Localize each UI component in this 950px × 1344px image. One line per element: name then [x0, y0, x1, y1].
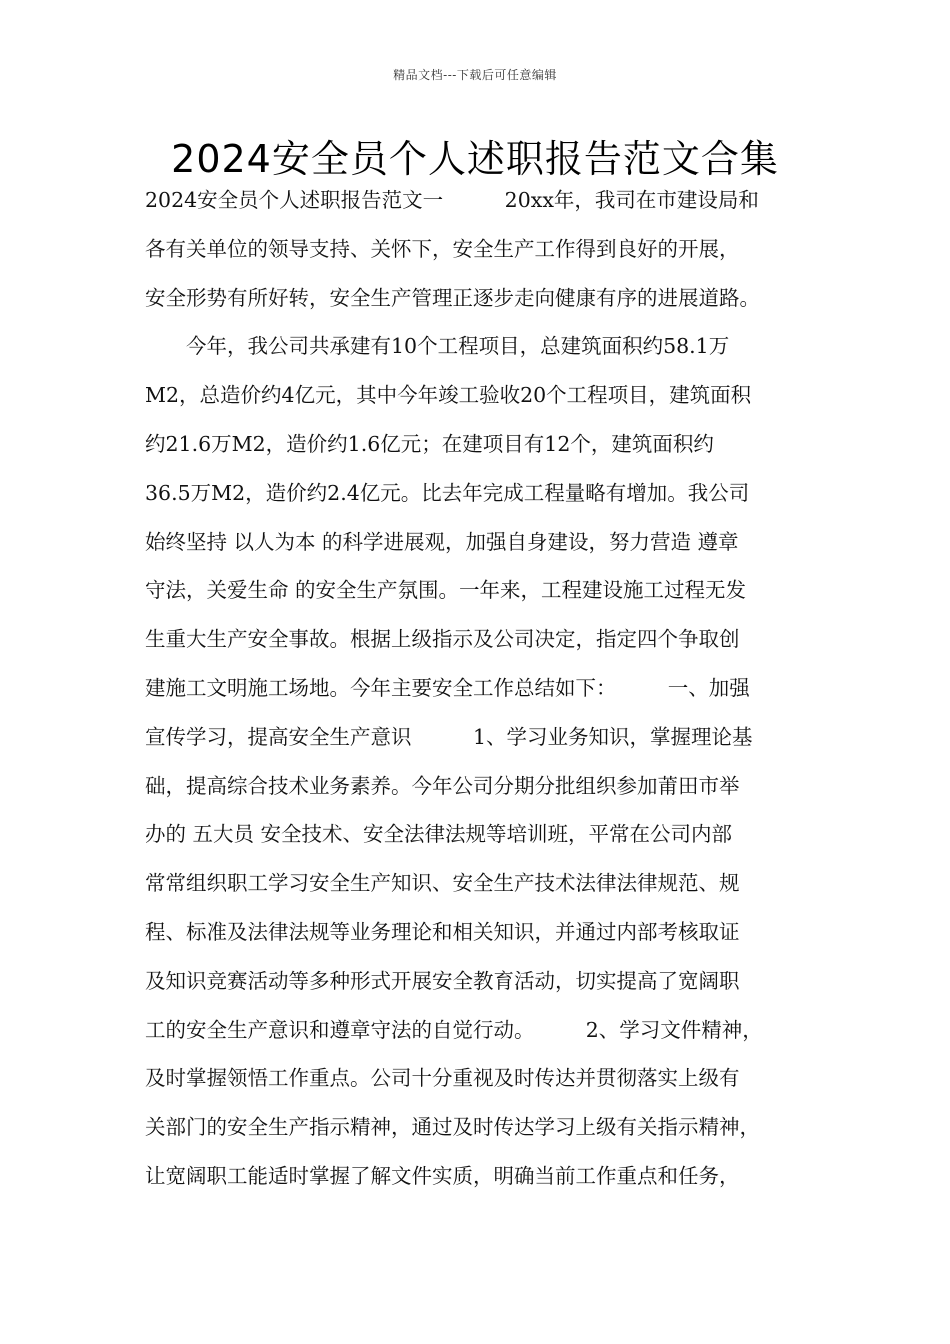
text-line: 今年，我公司共承建有10个工程项目，总建筑面积约58.1万: [145, 334, 730, 359]
text-line: 各有关单位的领导支持、关怀下，安全生产工作得到良好的开展，: [145, 236, 740, 261]
text-line: 约21.6万M2，造价约1.6亿元；在建项目有12个，建筑面积约: [145, 431, 714, 456]
text-line: 常常组织职工学习安全生产知识、安全生产技术法律法律规范、规: [145, 871, 740, 896]
text-line: 程、标准及法律法规等业务理论和相关知识，并通过内部考核取证: [145, 919, 740, 944]
text-line: 让宽阔职工能适时掌握了解文件实质，明确当前工作重点和任务，: [145, 1163, 740, 1188]
text-line: 36.5万M2，造价约2.4亿元。比去年完成工程量略有增加。我公司: [145, 480, 750, 505]
text-line: 办的 五大员 安全技术、安全法律法规等培训班，平常在公司内部: [145, 822, 733, 847]
text-line: M2，总造价约4亿元，其中今年竣工验收20个工程项目，建筑面积: [145, 383, 752, 408]
text-line: 生重大生产安全事故。根据上级指示及公司决定，指定四个争取创: [145, 627, 740, 652]
text-line: 安全形势有所好转，安全生产管理正逐步走向健康有序的进展道路。: [145, 285, 760, 310]
text-line: 2024安全员个人述职报告范文一 20xx年，我司在市建设局和: [145, 188, 759, 212]
header-note: 精品文档---下载后可任意编辑: [393, 68, 557, 82]
text-line: 及知识竞赛活动等多种形式开展安全教育活动，切实提高了宽阔职: [145, 968, 740, 993]
text-line: 始终坚持 以人为本 的科学进展观，加强自身建设，努力营造 遵章: [145, 529, 739, 554]
document-title: 2024安全员个人述职报告范文合集: [171, 137, 779, 181]
body-text: [145, 181, 815, 1206]
text-line: 守法，关爱生命 的安全生产氛围。一年来，工程建设施工过程无发: [145, 578, 747, 603]
text-line: 础，提高综合技术业务素养。今年公司分期分批组织参加莆田市举: [145, 773, 740, 798]
text-line: 关部门的安全生产指示精神，通过及时传达学习上级有关指示精神，: [145, 1115, 760, 1140]
text-line: 工的安全生产意识和遵章守法的自觉行动。 2、学习文件精神，: [145, 1017, 763, 1042]
text-line: 建施工文明施工场地。今年主要安全工作总结如下： 一、加强: [145, 675, 750, 700]
text-line: 及时掌握领悟工作重点。公司十分重视及时传达并贯彻落实上级有: [145, 1066, 740, 1091]
text-line: 宣传学习，提高安全生产意识 1、学习业务知识，掌握理论基: [145, 724, 753, 749]
